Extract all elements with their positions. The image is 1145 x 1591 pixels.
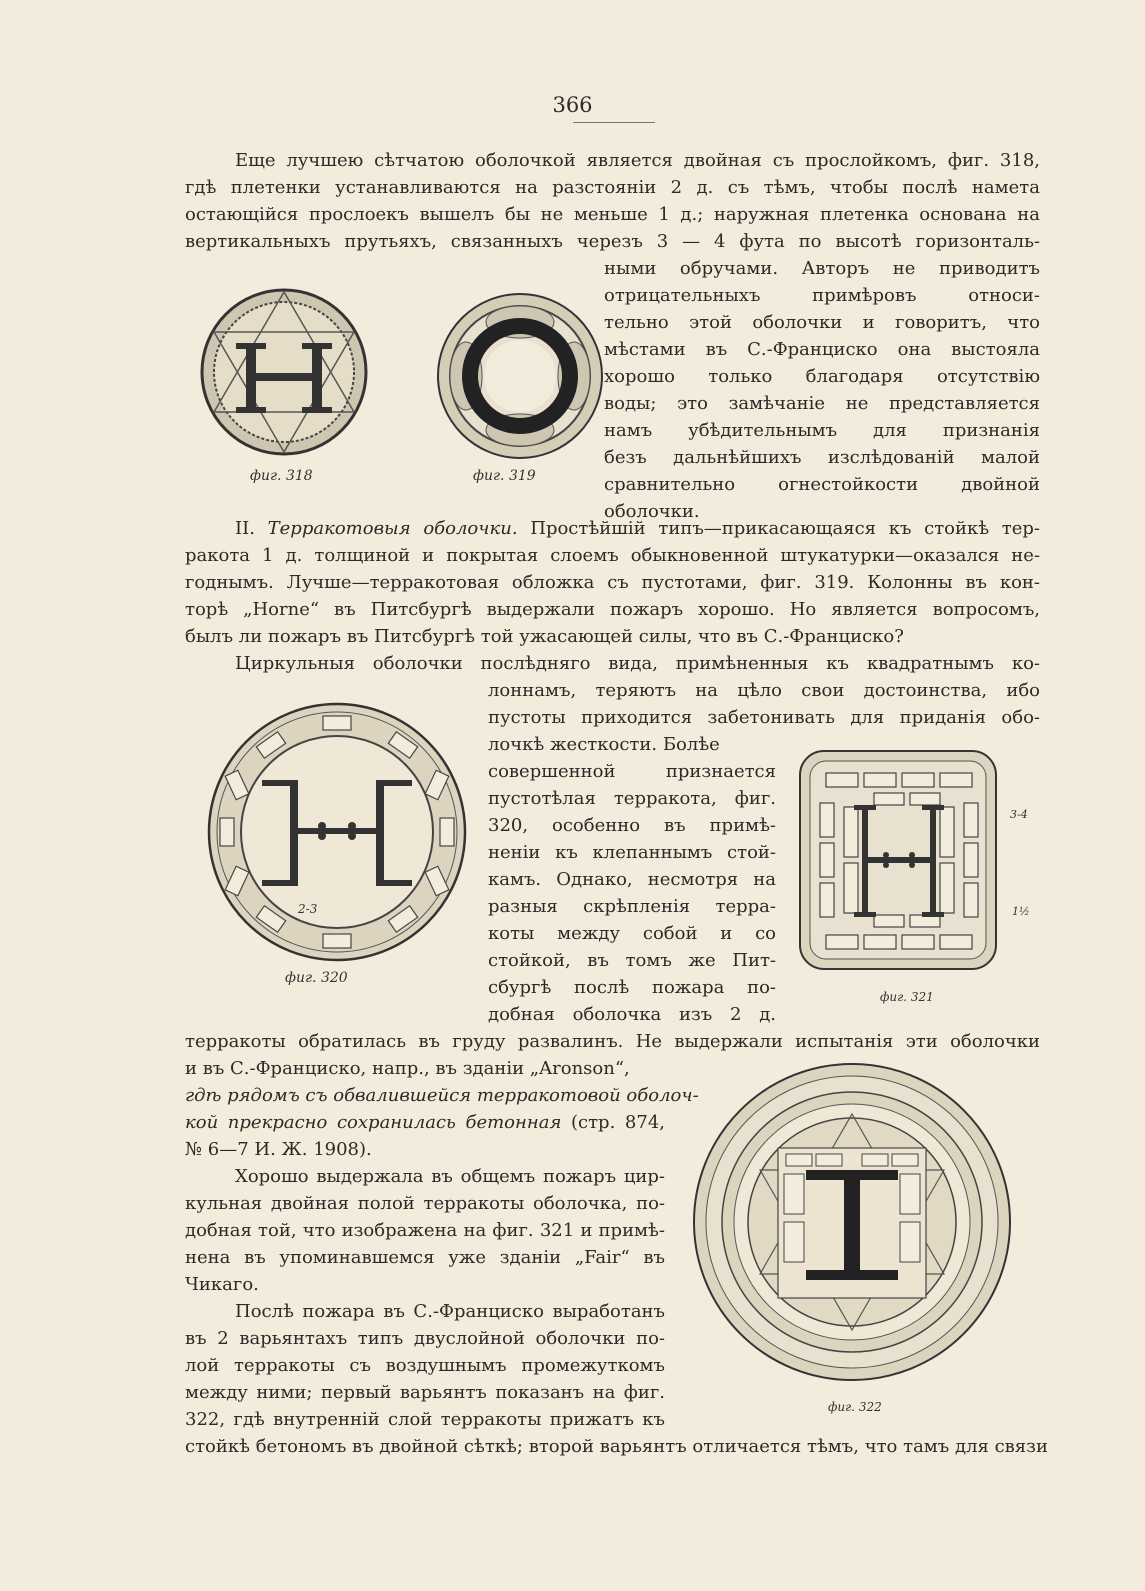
text-line: Послѣ пожара въ С.-Франциско выработанъ	[235, 1301, 665, 1322]
paragraph-3-column	[488, 758, 776, 1028]
text-line: оболочки.	[604, 501, 700, 522]
paragraph-4	[185, 1163, 665, 1298]
figure-321-caption: фиг. 321	[880, 990, 934, 1004]
figure-322-caption: фиг. 322	[828, 1400, 882, 1414]
paragraph-2	[185, 515, 1040, 650]
figure-322	[690, 1062, 1020, 1392]
text-line: гдѣ рядомъ съ обвалившейся терракотовой оболоч-	[185, 1085, 699, 1106]
text-line: камъ. Однако, несмотря на	[488, 869, 776, 890]
text-line: отрицательныхъ примѣровъ относи-	[604, 285, 1040, 306]
text-tail: (стр. 874,	[561, 1112, 665, 1133]
paragraph-1-right-column	[604, 255, 1040, 525]
text-line: добная той, что изображена на фиг. 321 и примѣ-	[185, 1220, 665, 1241]
text-line: пустотѣлая терракота, фиг.	[488, 788, 776, 809]
text-line: стойкой, въ томъ же Пит-	[488, 950, 776, 971]
figure-320-caption: фиг. 320	[285, 970, 348, 986]
figure-319	[432, 290, 612, 465]
page-number: 366	[552, 93, 593, 117]
text-line: лой терракоты съ воздушнымъ промежуткомъ	[185, 1355, 665, 1376]
text-line: № 6—7 И. Ж. 1908).	[185, 1139, 372, 1160]
paragraph-3-mid	[488, 677, 1040, 758]
figure-318	[196, 288, 391, 463]
text-line: вертикальныхъ прутьяхъ, связанныхъ черезъ 3 — 4 фута по высотѣ горизонталь-	[185, 231, 1040, 252]
text-line: намъ убѣдительнымъ для признанія	[604, 420, 1040, 441]
figure-320	[192, 700, 482, 970]
text-line: 320, особенно въ примѣ-	[488, 815, 776, 836]
text-line: совершенной признается	[488, 761, 776, 782]
text-line: пустоты приходится забетонивать для приданія обо-	[488, 707, 1040, 728]
text-line: стойкѣ бетономъ въ двойной сѣткѣ; второй варьянтъ отличается тѣмъ, что тамъ для связи	[185, 1436, 1048, 1457]
text-line-rest: Простѣйшій типъ—прикасающаяся къ стойкѣ тер-	[517, 518, 1040, 539]
text-line: ными обручами. Авторъ не приводитъ	[604, 258, 1040, 279]
text-line: коты между собой и со	[488, 923, 776, 944]
text-line: торѣ „Horne“ въ Питсбургѣ выдержали пожаръ хорошо. Но является вопросомъ,	[185, 599, 1040, 620]
paragraph-3-first-line	[185, 650, 1040, 677]
text-line: кульная двойная полой терракоты оболочка, по-	[185, 1193, 665, 1214]
paragraph-1	[185, 147, 1040, 255]
text-line: неніи къ клепаннымъ стой-	[488, 842, 776, 863]
figure-321-dimension-a: 3-4	[1010, 808, 1028, 821]
figure-318-caption: фиг. 318	[250, 468, 313, 484]
section-heading: Терракотовыя оболочки.	[267, 518, 518, 539]
text-line: былъ ли пожаръ въ Питсбургѣ той ужасающей силы, что въ С.-Франциско?	[185, 626, 904, 647]
text-line: безъ дальнѣйшихъ изслѣдованій малой	[604, 447, 1040, 468]
text-line: Циркульныя оболочки послѣдняго вида, примѣненныя къ квадратнымъ ко-	[235, 653, 1040, 674]
section-number: II.	[235, 518, 268, 539]
text-line: тельно этой оболочки и говоритъ, что	[604, 312, 1040, 333]
text-line: воды; это замѣчаніе не представляется	[604, 393, 1040, 414]
text-line: терракоты обратилась въ груду развалинъ. Не выдержали испытанія эти оболочки	[185, 1031, 1040, 1052]
text-line: сбургѣ послѣ пожара по-	[488, 977, 776, 998]
text-line: между ними; первый варьянтъ показанъ на фиг.	[185, 1382, 665, 1403]
text-line	[185, 515, 1040, 542]
paragraph-3-full	[185, 1028, 1040, 1055]
text-line: ракота 1 д. толщиной и покрытая слоемъ обыкновенной штукатурки—оказался не-	[185, 545, 1040, 566]
italic-span: кой прекрасно сохранилась бетонная	[185, 1112, 562, 1133]
text-line: мѣстами въ С.-Франциско она выстояла	[604, 339, 1040, 360]
text-line: добная оболочка изъ 2 д.	[488, 1004, 776, 1025]
text-line: годнымъ. Лучше—терракотовая обложка съ пустотами, фиг. 319. Колонны въ кон-	[185, 572, 1040, 593]
text-line: Хорошо выдержала въ общемъ пожаръ цир-	[235, 1166, 665, 1187]
text-line: хорошо только благодаря отсутствію	[604, 366, 1040, 387]
page-number-rule	[573, 122, 655, 123]
text-line: и въ С.-Франциско, напр., въ зданіи „Aronson“,	[185, 1058, 630, 1079]
figure-320-dimension: 2-3	[298, 902, 318, 916]
text-line: нена въ упоминавшемся уже зданіи „Fair“ въ	[185, 1247, 665, 1268]
text-line: остающійся прослоекъ вышелъ бы не меньше 1 д.; наружная плетенка основана на	[185, 204, 1040, 225]
text-line: Еще лучшею сѣтчатою оболочкой является двойная съ прослойкомъ, фиг. 318,	[235, 150, 1040, 171]
text-line	[185, 1109, 665, 1136]
text-line: гдѣ плетенки устанавливаются на разстояніи 2 д. съ тѣмъ, чтобы послѣ намета	[185, 177, 1040, 198]
text-line: 322, гдѣ внутренній слой терракоты прижатъ къ	[185, 1409, 665, 1430]
paragraph-3-left	[185, 1055, 699, 1163]
paragraph-5-last-line	[185, 1433, 1048, 1460]
text-line: лочкѣ жесткости. Болѣе	[488, 734, 720, 755]
text-line: Чикаго.	[185, 1274, 259, 1295]
text-line: сравнительно огнестойкости двойной	[604, 474, 1040, 495]
text-line: разныя скрѣпленія терра-	[488, 896, 776, 917]
figure-321-dimension-b: 1½	[1012, 905, 1030, 918]
text-line: лоннамъ, теряютъ на цѣло свои достоинства, ибо	[488, 680, 1040, 701]
text-line: въ 2 варьянтахъ типъ двуслойной оболочки по-	[185, 1328, 665, 1349]
figure-321	[792, 747, 1007, 977]
figure-319-caption: фиг. 319	[473, 468, 536, 484]
paragraph-5	[185, 1298, 665, 1433]
